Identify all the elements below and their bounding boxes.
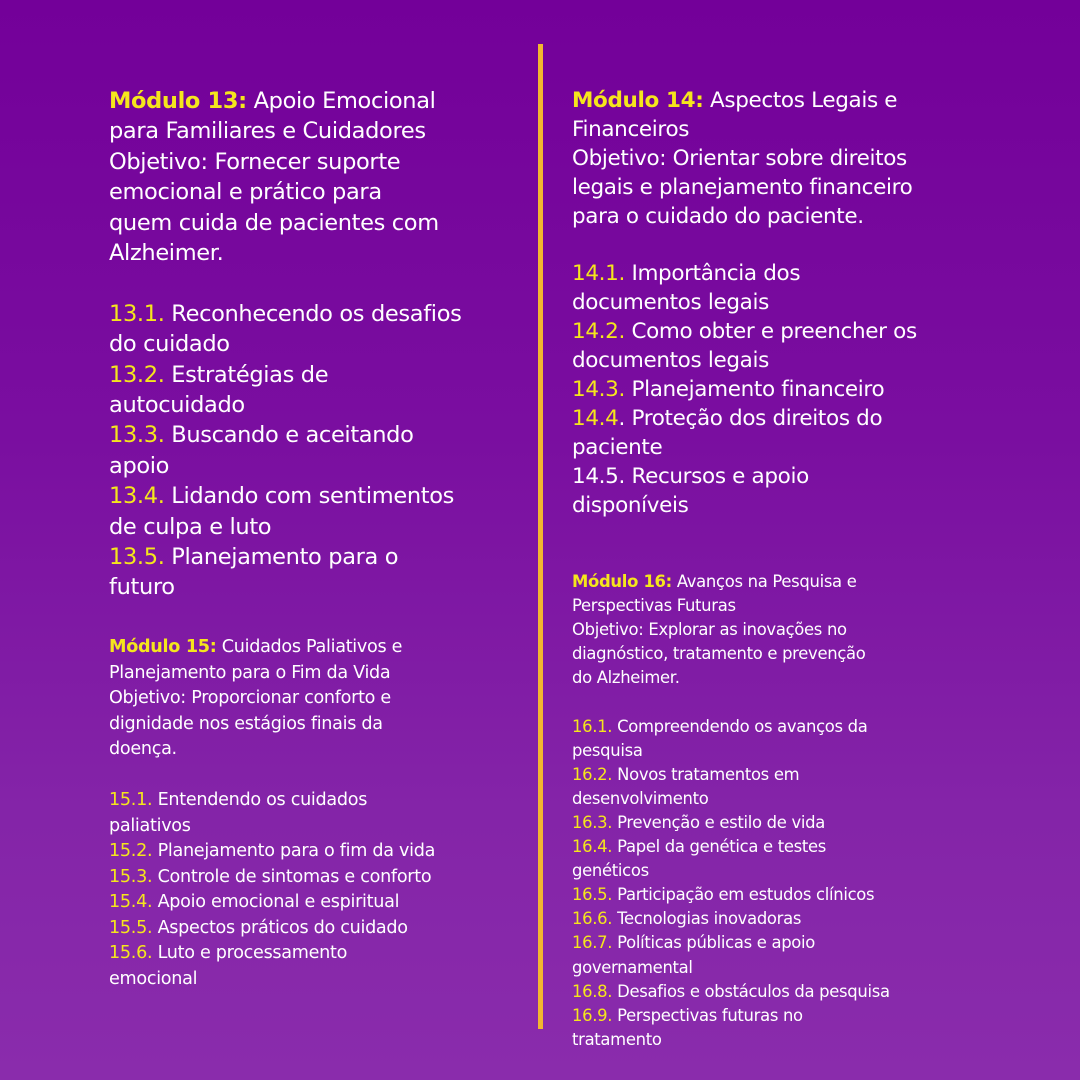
module-objective: Objetivo: Fornecer suporte [109, 148, 401, 175]
module-14 [572, 87, 917, 521]
list-item: 16.5. Participação em estudos clínicos [572, 885, 875, 905]
list-item: 15.6. Luto e processamento [109, 943, 348, 963]
list-item-cont: futuro [109, 574, 175, 601]
module-15 [109, 635, 435, 992]
list-item-cont: do cuidado [109, 331, 230, 358]
list-item: 14.3. Planejamento financeiro [572, 377, 885, 403]
list-item: 16.8. Desafios e obstáculos da pesquisa [572, 981, 890, 1001]
list-item: 15.2. Planejamento para o fim da vida [109, 841, 436, 861]
module-objective: Objetivo: Explorar as inovações no [572, 620, 847, 640]
list-item-cont: documentos legais [572, 290, 769, 316]
list-item: 16.3. Prevenção e estilo de vida [572, 812, 825, 832]
list-item-cont: documentos legais [572, 348, 769, 374]
list-item: 16.6. Tecnologias inovadoras [572, 909, 802, 929]
module-objective: Alzheimer. [109, 240, 224, 267]
list-item: 13.3. Buscando e aceitando [109, 422, 414, 449]
list-item: 13.1. Reconhecendo os desafios [109, 300, 462, 327]
module-title-cont: para Familiares e Cuidadores [109, 118, 426, 145]
list-item-cont: disponíveis [572, 492, 689, 518]
column-divider [538, 44, 543, 1029]
list-item-cont: tratamento [572, 1029, 662, 1049]
module-objective: para o cuidado do paciente. [572, 203, 864, 229]
list-item: 16.2. Novos tratamentos em [572, 764, 800, 784]
module-objective: Objetivo: Orientar sobre direitos [572, 145, 907, 171]
list-item: 15.3. Controle de sintomas e conforto [109, 866, 432, 887]
module-label: Módulo 16: [572, 572, 672, 591]
list-item: 13.4. Lidando com sentimentos [109, 483, 455, 510]
module-objective: Objetivo: Proporcionar conforto e [109, 688, 391, 708]
list-item: 13.5. Planejamento para o [109, 544, 399, 571]
module-objective: emocional e prático para [109, 179, 382, 206]
module-label: Módulo 13: [109, 88, 247, 114]
module-title: Módulo 16: Avanços na Pesquisa e [572, 572, 857, 591]
list-item: 15.4. Apoio emocional e espiritual [109, 892, 400, 912]
list-item: 15.1. Entendendo os cuidados [109, 790, 368, 810]
list-item-cont: desenvolvimento [572, 788, 709, 808]
module-title-cont: Perspectivas Futuras [572, 596, 736, 616]
module-title: Módulo 13: Apoio Emocional [109, 88, 436, 114]
list-item-cont: emocional [109, 968, 198, 989]
list-item-cont: de culpa e luto [109, 513, 272, 540]
list-item: 14.2. Como obter e preencher os [572, 319, 917, 345]
list-item-cont: paliativos [109, 815, 191, 836]
list-item: 16.9. Perspectivas futuras no [572, 1005, 803, 1025]
module-title-cont: Planejamento para o Fim da Vida [109, 662, 391, 683]
module-16 [572, 570, 890, 1052]
module-objective: legais e planejamento financeiro [572, 174, 913, 200]
module-title: Módulo 14: Aspectos Legais e [572, 88, 898, 113]
module-objective: doença. [109, 739, 177, 759]
module-objective: diagnóstico, tratamento e prevenção [572, 644, 866, 664]
list-item: 16.7. Políticas públicas e apoio [572, 933, 816, 953]
module-title-cont: Financeiros [572, 116, 690, 142]
list-item: 16.1. Compreendendo os avanços da [572, 716, 868, 736]
list-item: 14.5. Recursos e apoio [572, 463, 809, 489]
list-item-cont: pesquisa [572, 740, 643, 760]
list-item-cont: governamental [572, 957, 693, 977]
module-objective: dignidade nos estágios finais da [109, 713, 383, 734]
module-label: Módulo 14: [572, 88, 704, 113]
module-title: Módulo 15: Cuidados Paliativos e [109, 637, 403, 657]
list-item: 13.2. Estratégias de [109, 361, 329, 388]
module-objective: quem cuida de pacientes com [109, 209, 439, 236]
module-label: Módulo 15: [109, 637, 217, 657]
list-item-cont: apoio [109, 452, 170, 479]
list-item: 14.4. Proteção dos direitos do [572, 405, 883, 431]
list-item-cont: paciente [572, 434, 663, 460]
module-13 [109, 86, 461, 603]
list-item: 16.4. Papel da genética e testes [572, 837, 827, 857]
list-item-cont: genéticos [572, 861, 649, 881]
list-item: 15.5. Aspectos práticos do cuidado [109, 917, 408, 938]
list-item-cont: autocuidado [109, 392, 245, 419]
module-objective: do Alzheimer. [572, 668, 680, 688]
list-item: 14.1. Importância dos [572, 261, 801, 287]
